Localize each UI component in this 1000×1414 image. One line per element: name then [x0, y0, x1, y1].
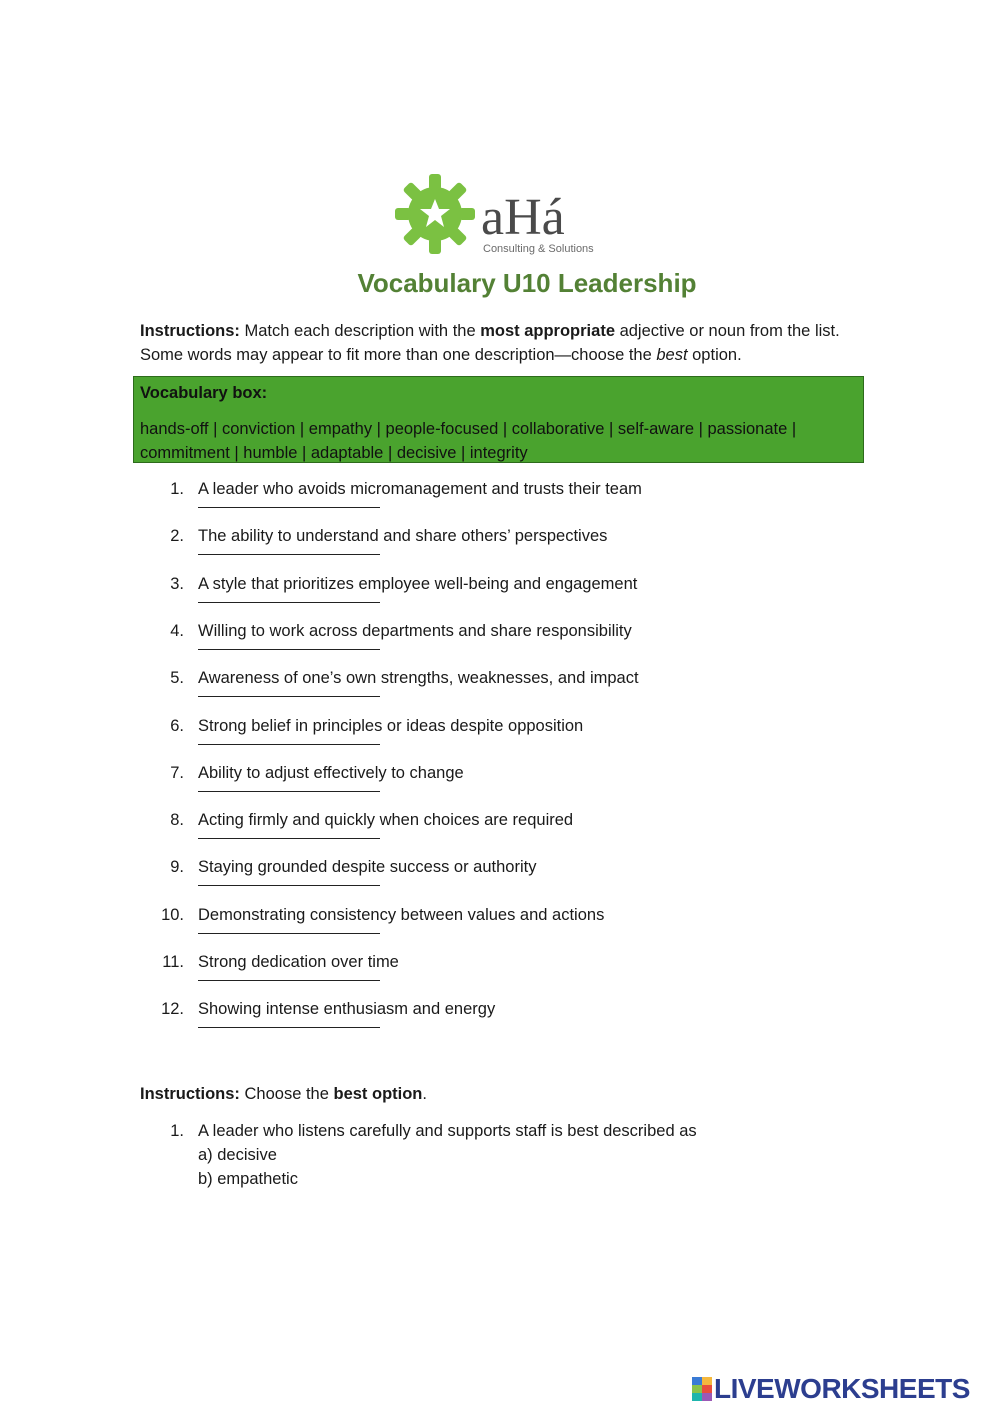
question-number: 12. — [161, 1000, 184, 1019]
instructions-text-2: adjective or noun from the list. Some words may appear to fit more than one description—choose the — [140, 322, 840, 364]
question-number: 8. — [170, 811, 184, 830]
answer-blank[interactable] — [198, 885, 380, 886]
liveworksheets-wordmark: LIVEWORKSHEETS — [714, 1373, 970, 1404]
question-number: 9. — [170, 858, 184, 877]
question-number: 7. — [170, 763, 184, 782]
mc-question-text: A leader who listens carefully and supports staff is best described as — [198, 1122, 697, 1140]
question-text: Staying grounded despite success or authority — [198, 858, 537, 877]
instructions-matching — [140, 319, 860, 367]
vocabulary-word-list: hands-off | conviction | empathy | people-focused | collaborative | self-aware | passionate | commitment | humble | adaptable | decisive | integrity — [140, 420, 797, 462]
question-text: Demonstrating consistency between values and actions — [198, 905, 605, 924]
answer-blank[interactable] — [198, 838, 380, 839]
instructions-text-1: Match each description with the — [239, 322, 481, 340]
answer-blank[interactable] — [198, 1027, 380, 1028]
question-number: 4. — [170, 621, 184, 640]
liveworksheets-logo-icon — [692, 1377, 712, 1401]
instructions-label: Instructions: — [140, 322, 240, 340]
question-text: Showing intense enthusiasm and energy — [198, 1000, 496, 1019]
question-text: Ability to adjust effectively to change — [198, 763, 464, 782]
answer-blank[interactable] — [198, 649, 380, 650]
vocabulary-box — [133, 376, 864, 463]
question-number: 1. — [170, 480, 184, 498]
question-text: Awareness of one’s own strengths, weaknesses, and impact — [198, 669, 639, 688]
answer-blank[interactable] — [198, 554, 380, 555]
answer-blank[interactable] — [198, 507, 380, 508]
answer-blank[interactable] — [198, 696, 380, 697]
vocabulary-box-title: Vocabulary box: — [140, 384, 268, 402]
mc-question-number: 1. — [170, 1122, 184, 1140]
question-text: Strong dedication over time — [198, 953, 399, 971]
answer-blank[interactable] — [198, 980, 380, 981]
instructions-bold: most appropriate — [480, 322, 615, 340]
question-number: 5. — [170, 669, 184, 688]
question-text: The ability to understand and share others’ perspectives — [198, 527, 608, 546]
question-number: 6. — [170, 716, 184, 735]
logo-wordmark: aHá — [481, 189, 565, 246]
mc-option[interactable]: b) empathetic — [198, 1170, 298, 1188]
question-number: 2. — [170, 527, 184, 546]
instructions-bold: best option — [333, 1085, 423, 1103]
question-number: 3. — [170, 574, 184, 593]
page-title: Vocabulary U10 Leadership — [357, 268, 697, 298]
answer-blank[interactable] — [198, 602, 380, 603]
instructions-text-1: Choose the — [239, 1085, 334, 1103]
question-text: Acting firmly and quickly when choices are required — [198, 811, 574, 830]
instructions-label: Instructions: — [140, 1085, 240, 1103]
question-text: Willing to work across departments and share responsibility — [198, 621, 632, 640]
mc-option[interactable]: a) decisive — [198, 1146, 277, 1164]
instructions-text-3: option. — [687, 346, 742, 364]
answer-blank[interactable] — [198, 791, 380, 792]
instructions-choice — [140, 1082, 427, 1106]
liveworksheets-brand — [692, 1374, 970, 1404]
answer-blank[interactable] — [198, 744, 380, 745]
company-logo — [395, 172, 605, 258]
question-text: A leader who avoids micromanagement and trusts their team — [198, 480, 642, 498]
question-text: Strong belief in principles or ideas despite opposition — [198, 716, 584, 735]
aha-logo-graphic — [395, 172, 605, 258]
question-text: A style that prioritizes employee well-being and engagement — [198, 574, 638, 593]
instructions-italic: best — [656, 346, 688, 364]
green-star-gear-icon — [395, 174, 475, 254]
logo-tagline: Consulting & Solutions — [483, 243, 594, 255]
instructions-text-2: . — [422, 1085, 427, 1103]
question-number: 10. — [161, 905, 184, 924]
question-number: 11. — [162, 953, 184, 971]
answer-blank[interactable] — [198, 933, 380, 934]
